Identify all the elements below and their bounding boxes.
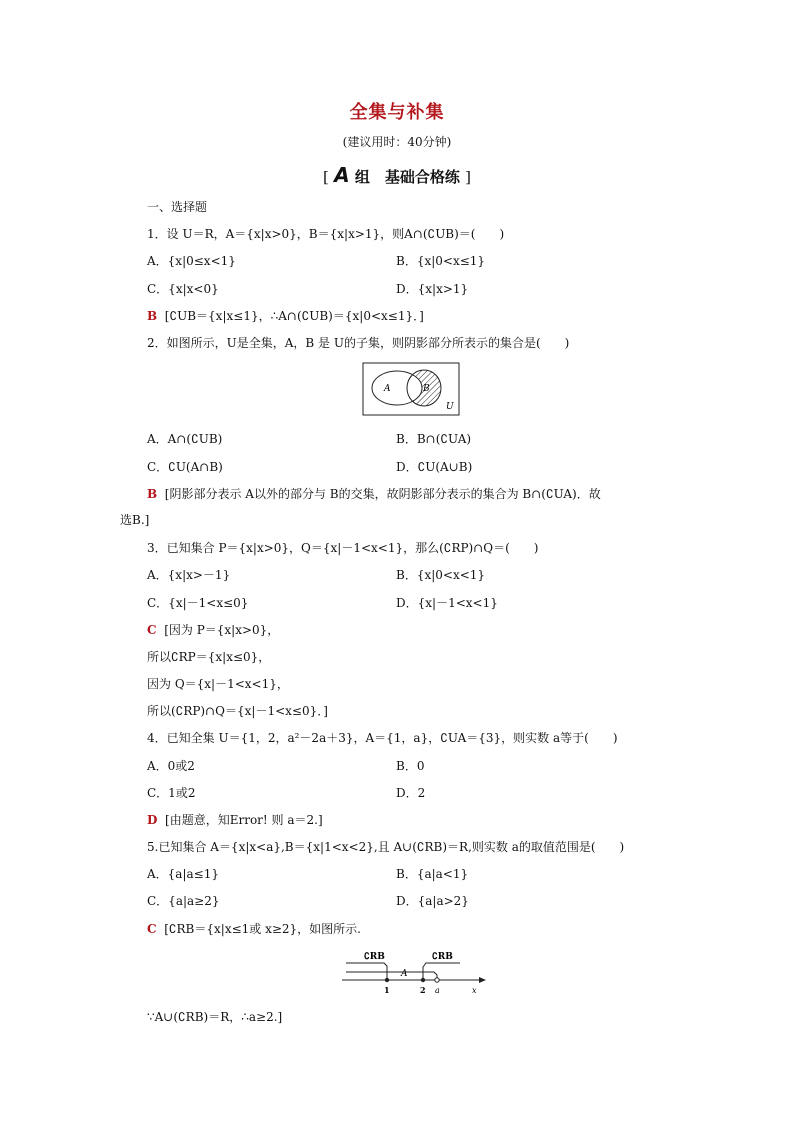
q1-answer-letter: B [147,309,158,323]
q3-explanation-3: 因为 Q＝{x|－1<x<1}， [147,677,289,691]
q4-option-b: B．0 [396,759,425,773]
tick-label-1: 1 [384,985,390,995]
q3-explanation-2: 所以∁RP＝{x|x≤0}， [147,650,271,664]
label-crb-left: ∁RB [364,952,385,962]
bracket-close: ] [465,168,471,186]
q2-explanation-2: 选B.] [120,513,150,527]
q1-option-a: A．{x|0≤x<1} [147,254,236,268]
q4-option-a: A．0或2 [147,759,195,773]
group-letter: A [334,163,350,187]
q3-explanation-4: 所以(∁RP)∩Q＝{x|－1<x≤0}．] [147,704,328,718]
venn-diagram [362,362,460,416]
q3-option-b: B．{x|0<x<1} [396,568,486,582]
q2-explanation-1: [阴影部分表示 A以外的部分与 B的交集，故阴影部分表示的集合为 B∩(∁UA)．故 [164,487,601,501]
q1-option-c: C．{x|x<0} [147,282,219,296]
q5-answer [147,920,361,937]
q4-option-c: C．1或2 [147,786,196,800]
point-1 [385,978,389,982]
q5-option-d: D．{a|a>2} [396,894,469,908]
q3-option-a: A．{x|x>－1} [147,568,231,582]
q5-conclusion: ∵A∪(∁RB)＝R，∴a≥2.] [147,1010,283,1024]
q4-answer [147,811,323,828]
point-2 [421,978,425,982]
q5-option-c: C．{a|a≥2} [147,894,220,908]
set-a-ellipse [372,371,422,405]
label-crb-right: ∁RB [432,952,453,962]
page-title: 全集与补集 [349,102,445,123]
venn-label-a: A [384,384,391,394]
group-heading [0,163,794,187]
bracket-open: [ [323,168,329,186]
q4-stem: 4．已知全集 U＝{1，2，a²－2a＋3}，A＝{1，a}，∁UA＝{3}，则实数 a等于( ) [147,731,618,745]
q2-option-b: B．B∩(∁UA) [396,432,472,446]
q1-option-d: D．{x|x>1} [396,282,469,296]
q1-stem: 1．设 U＝R，A＝{x|x>0}，B＝{x|x>1}，则A∩(∁UB)＝( ) [147,227,505,241]
q3-answer [147,621,279,638]
q5-option-b: B．{a|a<1} [396,867,469,881]
q2-option-a: A．A∩(∁UB) [147,432,223,446]
suggested-time: (建议用时：40分钟) [342,135,452,149]
section-heading: 一、选择题 [147,200,208,214]
q2-stem: 2．如图所示，U是全集，A，B 是 U的子集，则阴影部分所表示的集合是( ) [147,336,570,350]
number-line-figure [338,942,490,998]
q3-option-d: D．{x|－1<x<1} [396,596,498,610]
q4-option-d: D．2 [396,786,426,800]
q3-option-c: C．{x|－1<x≤0} [147,596,249,610]
q3-answer-letter: C [147,623,157,637]
q2-answer-letter: B [147,487,158,501]
q5-stem: 5.已知集合 A＝{x|x<a},B＝{x|1<x<2},且 A∪(∁RB)＝R,则实数 a的取值范围是( ) [147,840,625,854]
q1-answer [147,307,424,324]
venn-label-u: U [446,402,454,412]
q1-explanation: [∁UB＝{x|x≤1}，∴A∩(∁UB)＝{x|0<x≤1}．] [164,309,424,323]
q3-explanation-1: [因为 P＝{x|x>0}， [164,623,280,637]
tick-label-2: 2 [420,985,426,995]
q5-answer-letter: C [147,922,157,936]
q1-option-b: B．{x|0<x≤1} [396,254,486,268]
label-set-a: A [401,969,408,979]
point-a [435,978,439,982]
q5-explanation: [∁RB＝{x|x≤1或 x≥2}，如图所示. [164,922,361,936]
q4-answer-letter: D [147,813,158,827]
axis-arrow [479,977,486,983]
q5-option-a: A．{a|a≤1} [147,867,219,881]
axis-label-x: x [472,986,477,995]
tick-label-a: a [435,986,440,995]
q2-option-c: C．∁U(A∩B) [147,460,223,474]
q4-explanation: [由题意，知Error! 则 a＝2.] [165,813,323,827]
q2-option-d: D．∁U(A∪B) [396,460,473,474]
q3-stem: 3．已知集合 P＝{x|x>0}，Q＝{x|－1<x<1}，那么(∁RP)∩Q＝( ) [147,541,539,555]
q2-answer [147,485,601,502]
venn-label-b: B [423,384,430,394]
group-label: 组 基础合格练 [354,168,460,186]
